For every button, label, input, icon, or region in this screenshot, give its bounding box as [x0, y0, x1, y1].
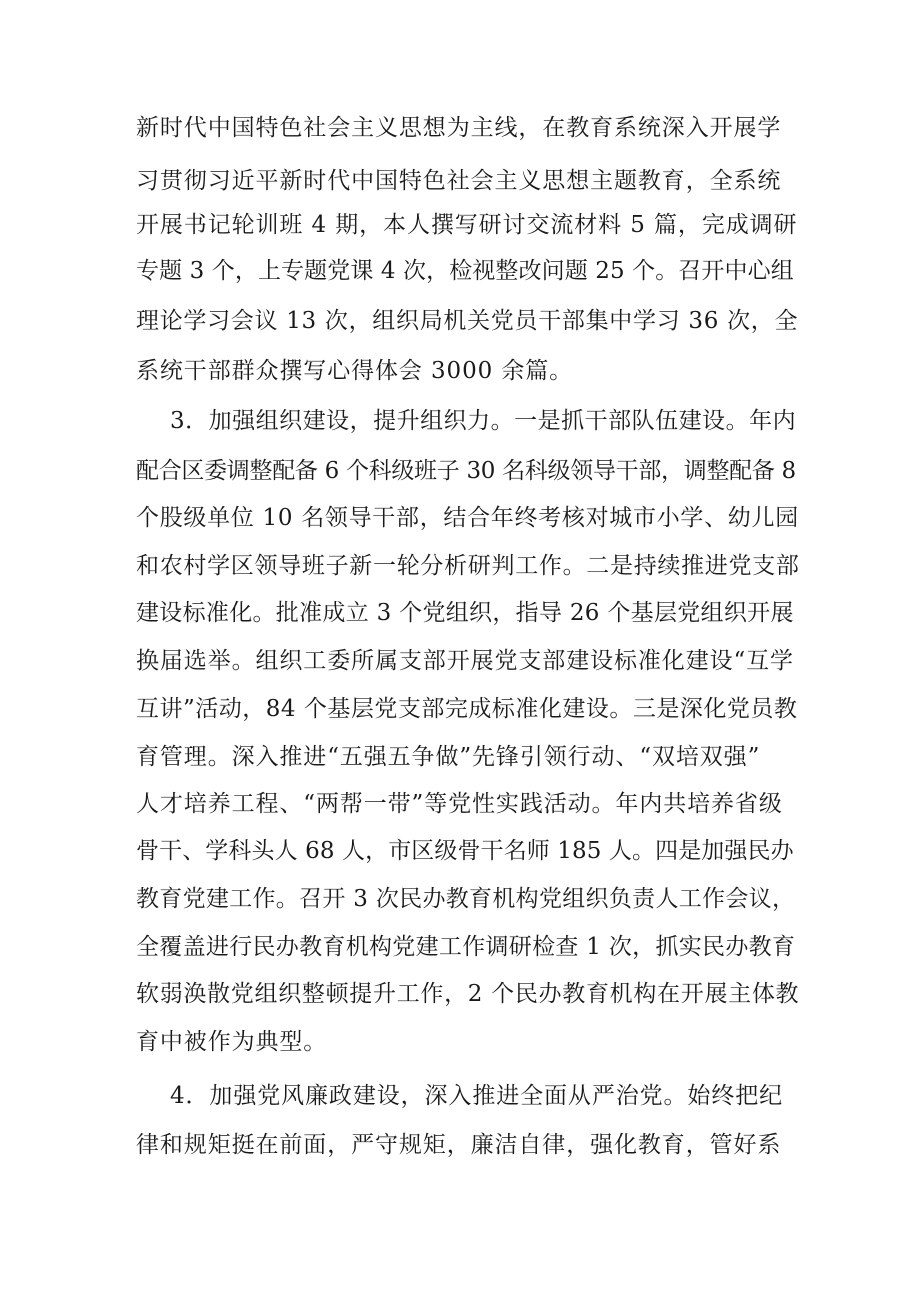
- text-line: 配合区委调整配备 6 个科级班子 30 名科级领导干部，调整配备 8: [136, 458, 796, 484]
- paragraph-4-start: 4．加强党风廉政建设，深入推进全面从严治党。始终把纪: [170, 1083, 784, 1109]
- text-line: 和农村学区领导班子新一轮分析研判工作。二是持续推进党支部: [136, 553, 800, 579]
- text-line: 理论学习会议 13 次，组织局机关党员干部集中学习 36 次，全: [136, 308, 799, 334]
- text-line: 系统干部群众撰写心得体会 3000 余篇。: [136, 358, 574, 384]
- text-line: 换届选举。组织工委所属支部开展党支部建设标准化建设“互学: [136, 648, 794, 674]
- text-line: 专题 3 个，上专题党课 4 次，检视整改问题 25 个。召开中心组: [136, 258, 794, 284]
- text-line: 新时代中国特色社会主义思想为主线，在教育系统深入开展学: [136, 115, 782, 141]
- text-line: 互讲”活动，84 个基层党支部完成标准化建设。三是深化党员教: [136, 696, 798, 722]
- text-line: 个股级单位 10 名领导干部，结合年终考核对城市小学、幼儿园: [136, 505, 799, 531]
- text-line: 育中被作为典型。: [136, 1029, 328, 1055]
- text-line: 育管理。深入推进“五强五争做”先锋引领行动、“双培双强”: [136, 744, 761, 770]
- text-line: 建设标准化。批准成立 3 个党组织，指导 26 个基层党组织开展: [136, 600, 794, 626]
- text-line: 人才培养工程、“两帮一带”等党性实践活动。年内共培养省级: [136, 791, 783, 817]
- text-line: 教育党建工作。召开 3 次民办教育机构党组织负责人工作会议，: [136, 886, 796, 912]
- text-line: 开展书记轮训班 4 期，本人撰写研讨交流材料 5 篇，完成调研: [136, 212, 798, 238]
- text-line: 骨干、学科头人 68 人，市区级骨干名师 185 人。四是加强民办: [136, 838, 794, 864]
- text-line: 软弱涣散党组织整顿提升工作，2 个民办教育机构在开展主体教: [136, 981, 800, 1007]
- text-line: 习贯彻习近平新时代中国特色社会主义思想主题教育，全系统: [136, 168, 782, 194]
- paragraph-3-start: 3．加强组织建设，提升组织力。一是抓干部队伍建设。年内: [170, 408, 797, 434]
- text-line: 全覆盖进行民办教育机构党建工作调研检查 1 次，抓实民办教育: [136, 934, 796, 960]
- text-line: 律和规矩挺在前面，严守规矩，廉洁自律，强化教育，管好系: [136, 1132, 782, 1158]
